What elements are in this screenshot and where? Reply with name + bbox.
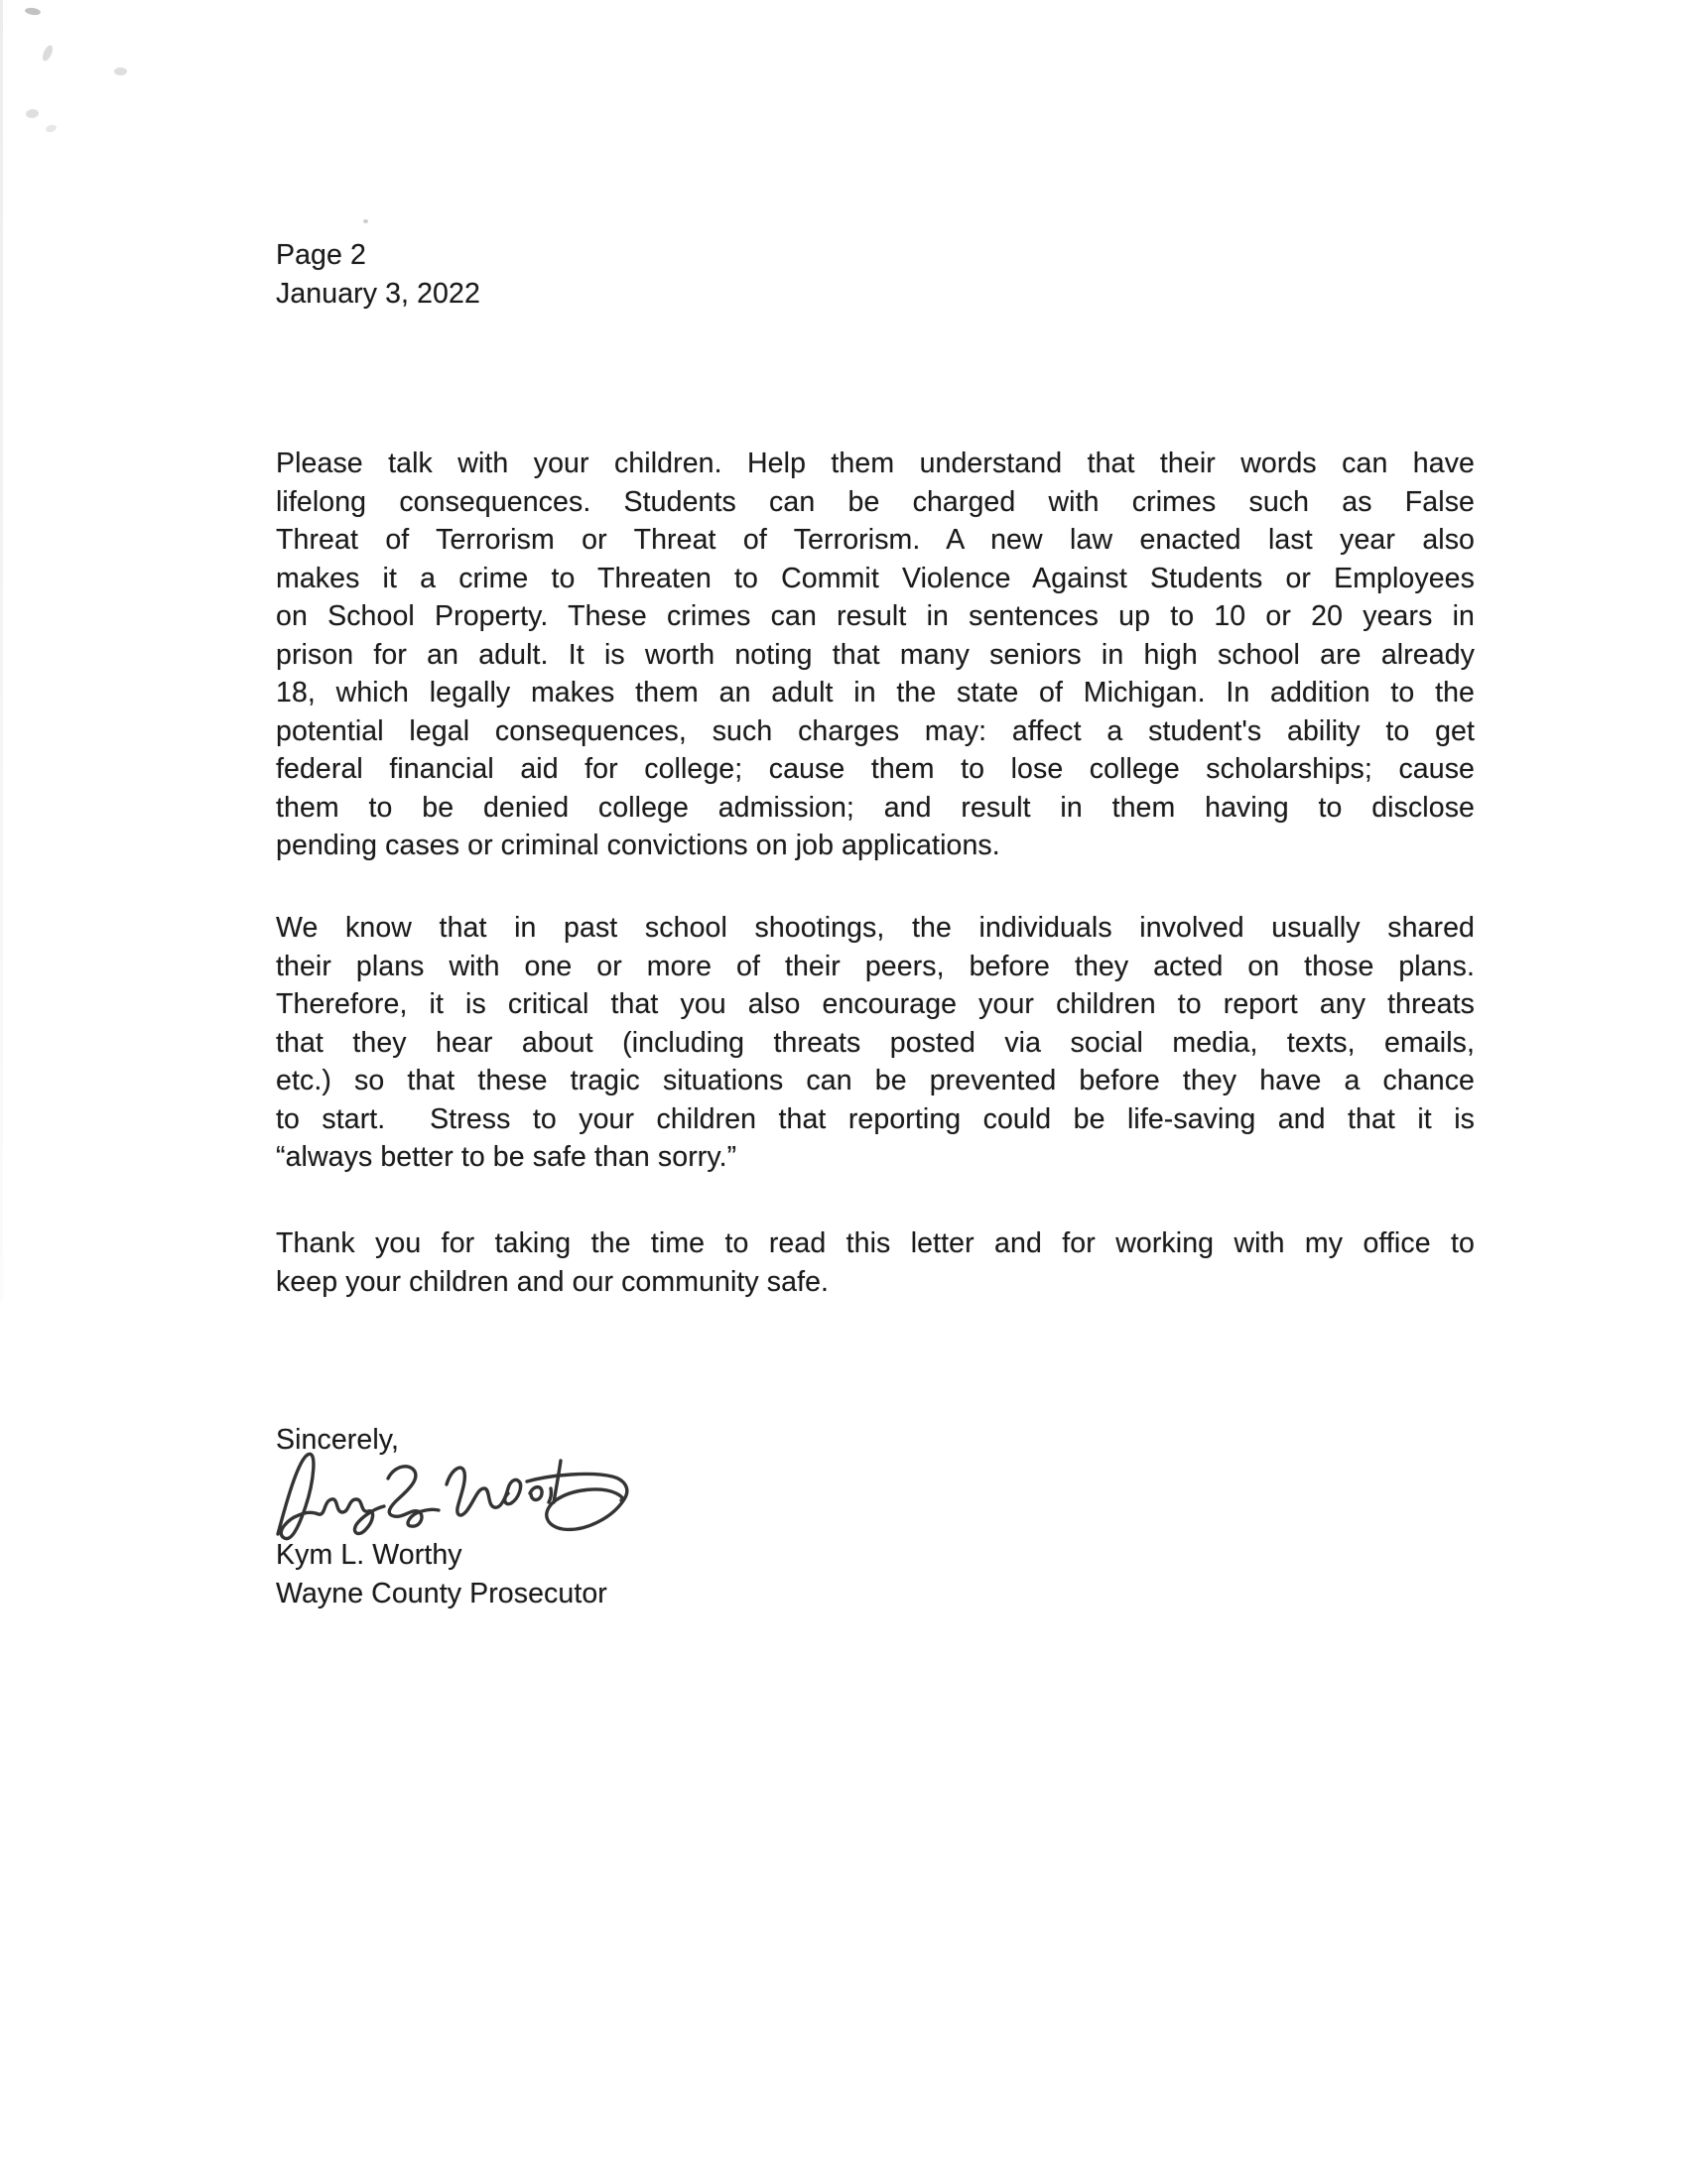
letter-line: to start. Stress to your children that reporting could be life-saving and that it is [276, 1102, 1475, 1135]
scan-speck [114, 67, 127, 75]
scan-speck [25, 7, 42, 16]
letter-line: keep your children and our community safe. [276, 1265, 830, 1298]
closing-text: Sincerely, [276, 1424, 400, 1456]
letter-line: We know that in past school shootings, the individuals involved usually shared [276, 912, 1475, 944]
letter-line: lifelong consequences. Students can be charged with crimes such as False [276, 485, 1475, 518]
letter-line: potential legal consequences, such charges may: affect a student's ability to get [276, 714, 1475, 747]
page-number: Page 2 [276, 239, 366, 271]
letter-line: Please talk with your children. Help them understand that their words can have [276, 448, 1475, 479]
scan-speck [26, 108, 40, 118]
scan-speck [41, 44, 55, 63]
paragraph-legal-consequences [276, 445, 1475, 865]
letter-line: on School Property. These crimes can result in sentences up to 10 or 20 years in [276, 600, 1475, 632]
paragraph-thank-you [276, 1224, 1475, 1301]
scan-speck [363, 219, 368, 223]
letter-header [276, 236, 1475, 313]
paragraph-report-threats [276, 909, 1475, 1177]
letter-line: Therefore, it is critical that you also encourage your children to report any threats [276, 988, 1475, 1020]
signer-title: Wayne County Prosecutor [276, 1577, 607, 1609]
letter-line: etc.) so that these tragic situations can be prevented before they have a chance [276, 1065, 1475, 1096]
letter-line: pending cases or criminal convictions on job applications. [276, 830, 1000, 861]
scan-edge-artifact [0, 0, 3, 1300]
letter-line: 18, which legally makes them an adult in the state of Michigan. In addition to the [276, 677, 1475, 708]
letter-line: Thank you for taking the time to read this letter and for working with my office to [276, 1227, 1475, 1259]
letter-date: January 3, 2022 [276, 277, 480, 310]
letter-line: federal financial aid for college; cause them to lose college scholarships; cause [276, 753, 1475, 785]
scan-speck [45, 123, 58, 133]
letter-line: that they hear about (including threats posted via social media, texts, emails, [276, 1026, 1475, 1059]
letter-line: prison for an adult. It is worth noting that many seniors in high school are already [276, 638, 1475, 671]
letter-line: Threat of Terrorism or Threat of Terrorism. A new law enacted last year also [276, 524, 1475, 556]
letter-line: “always better to be safe than sorry.” [276, 1141, 737, 1173]
letter-line: makes it a crime to Threaten to Commit Violence Against Students or Employees [276, 562, 1475, 594]
signer-name: Kym L. Worthy [276, 1539, 462, 1571]
signature-block [276, 1536, 1475, 1612]
letter-line: them to be denied college admission; and result in them having to disclose [276, 791, 1475, 824]
letter-line: their plans with one or more of their peers, before they acted on those plans. [276, 950, 1475, 982]
